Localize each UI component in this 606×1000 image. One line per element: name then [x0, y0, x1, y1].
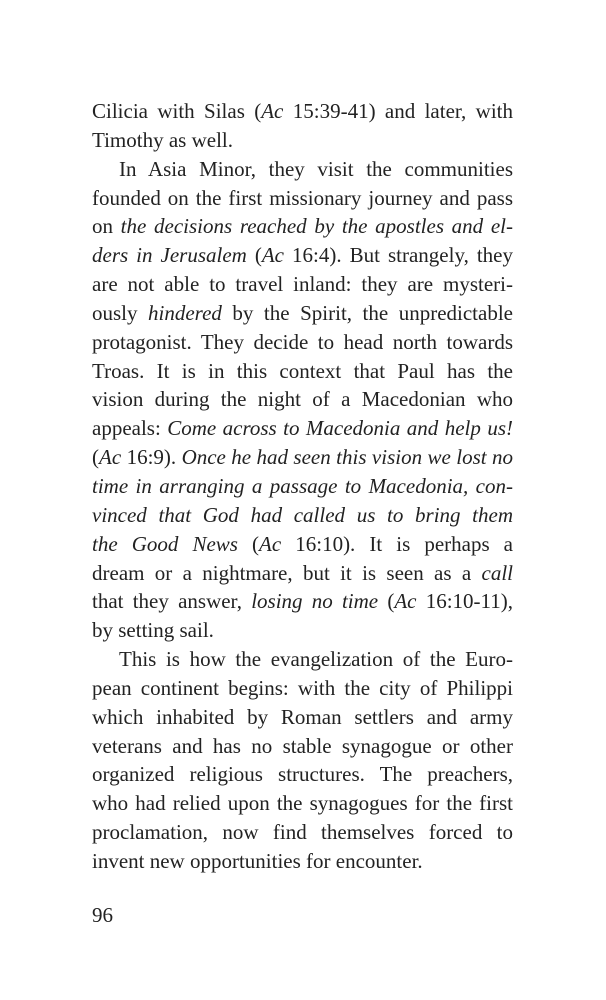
text-line	[92, 587, 513, 616]
text-run: Cilicia with Silas (	[92, 99, 262, 123]
text-line	[92, 357, 513, 386]
text-run: Timothy as well.	[92, 127, 233, 152]
italic-text: vinced that God had called us to bring them	[92, 502, 513, 527]
text-run: 15:39-41) and later, with	[283, 99, 513, 123]
text-line	[92, 703, 513, 732]
text-run: (	[378, 589, 395, 614]
text-line	[92, 847, 513, 876]
italic-text: Ac	[261, 243, 285, 268]
italic-text: ders in Jerusalem	[92, 243, 247, 268]
text-run: This is how the evangelization of the Euro-	[119, 647, 513, 672]
text-run: vision during the night of a Macedonian who	[92, 387, 513, 412]
text-line	[92, 645, 513, 674]
text-run: organized religious structures. The preachers,	[92, 762, 513, 787]
text-line	[92, 212, 513, 241]
text-line	[92, 472, 513, 501]
text-run: ously	[92, 300, 149, 325]
text-run: (	[92, 445, 99, 470]
italic-text: Once he had seen this vision we lost no	[181, 445, 513, 470]
italic-text: Come across to Macedonia and help us!	[167, 416, 513, 441]
italic-text: Ac	[259, 531, 282, 556]
text-line	[92, 241, 513, 270]
italic-text: hindered	[148, 300, 222, 325]
text-line	[92, 530, 513, 559]
text-run: by setting sail.	[92, 618, 214, 643]
italic-text: the Good News	[92, 531, 238, 556]
text-run: veterans and has no stable synagogue or other	[92, 733, 513, 758]
text-run: who had relied upon the synagogues for the first	[92, 791, 513, 816]
page-number: 96	[92, 903, 113, 927]
text-line	[92, 385, 513, 414]
text-run: protagonist. They decide to head north towards	[92, 329, 513, 354]
text-run: appeals:	[92, 416, 168, 441]
text-line	[92, 126, 513, 155]
text-line	[92, 155, 513, 184]
text-run: that they answer,	[92, 589, 252, 614]
text-run: by the Spirit, the unpredictable	[221, 300, 513, 325]
text-run: 16:10-11),	[416, 589, 513, 614]
italic-text: Ac	[99, 445, 122, 470]
text-run: (	[237, 531, 260, 556]
text-run: Troas. It is in this context that Paul has the	[92, 358, 513, 383]
text-line	[92, 299, 513, 328]
italic-text: the decisions reached by the apostles and el-	[120, 214, 513, 239]
text-line	[92, 818, 513, 847]
italic-text: call	[481, 560, 513, 585]
text-run: 16:10). It is perhaps a	[281, 531, 513, 556]
text-line	[92, 559, 513, 588]
body-text	[92, 97, 513, 876]
text-line	[92, 789, 513, 818]
text-run: 16:4). But strangely, they	[284, 243, 513, 268]
text-line	[92, 184, 513, 213]
text-run: which inhabited by Roman settlers and army	[92, 704, 513, 729]
italic-text: losing no time	[251, 589, 379, 614]
text-line	[92, 97, 513, 126]
italic-text: Ac	[394, 589, 417, 614]
text-line	[92, 674, 513, 703]
text-run: 16:9).	[121, 445, 182, 470]
text-run: founded on the first missionary journey and pass	[92, 185, 513, 210]
text-line	[92, 501, 513, 530]
text-line	[92, 443, 513, 472]
text-line	[92, 270, 513, 299]
text-run: dream or a nightmare, but it is seen as a	[92, 560, 482, 585]
text-run: In Asia Minor, they visit the communities	[119, 156, 513, 181]
text-line	[92, 760, 513, 789]
text-run: on	[92, 214, 121, 239]
text-run: invent new opportunities for encounter.	[92, 848, 423, 873]
italic-text: time in arranging a passage to Macedonia, con-	[92, 473, 513, 498]
text-line	[92, 414, 513, 443]
italic-text: Ac	[261, 99, 284, 123]
text-line	[92, 616, 513, 645]
text-run: pean continent begins: with the city of Philippi	[92, 675, 513, 700]
text-run: (	[246, 243, 262, 268]
text-line	[92, 732, 513, 761]
text-run: proclamation, now find themselves forced to	[92, 820, 513, 845]
text-line	[92, 328, 513, 357]
text-run: are not able to travel inland: they are mysteri-	[92, 272, 513, 297]
